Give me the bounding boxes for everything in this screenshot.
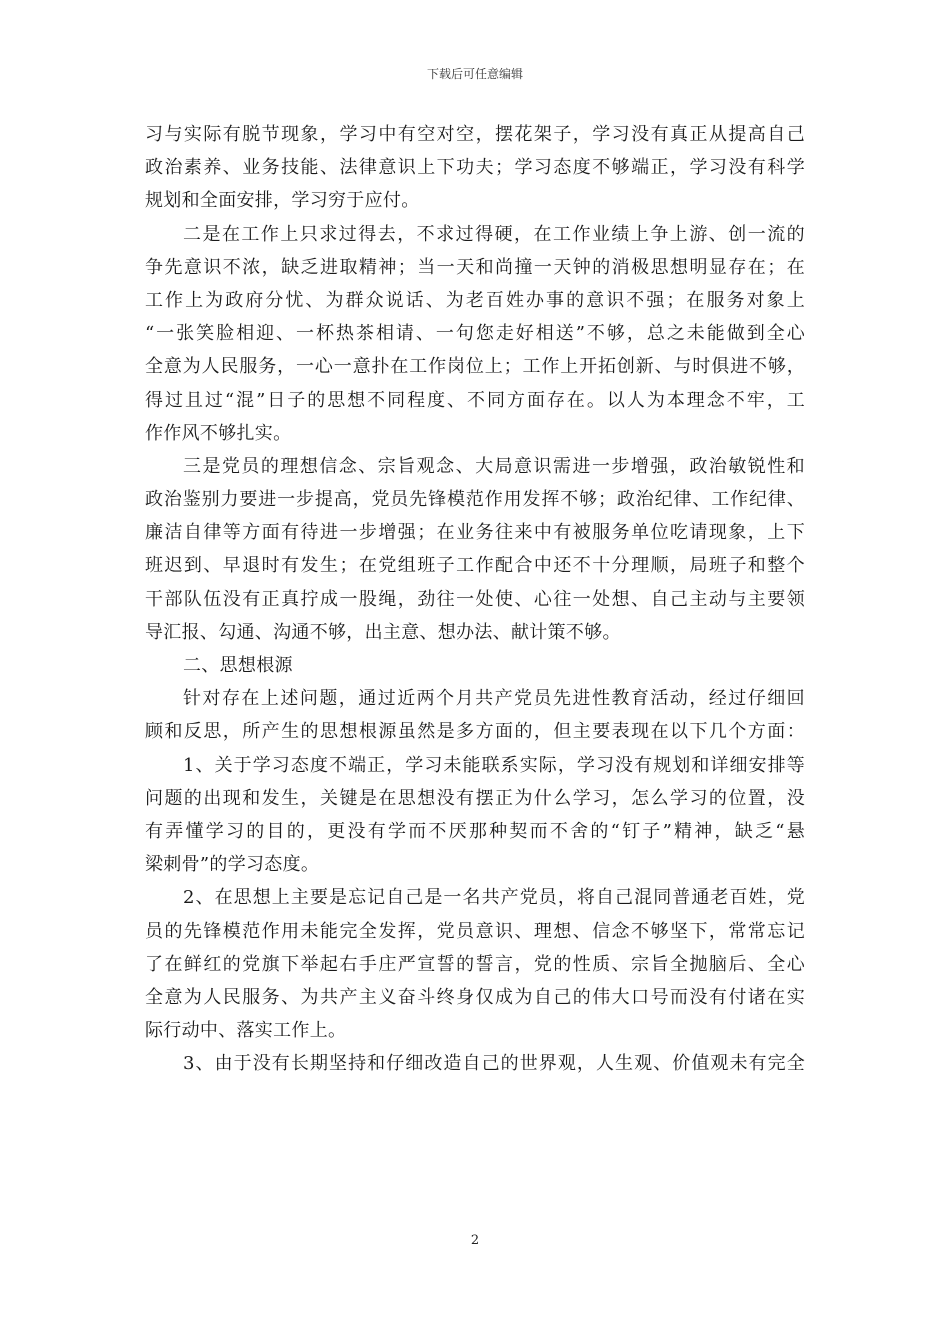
text-line: 全意为人民服务，一心一意扑在工作岗位上；工作上开拓创新、与时俱进不够， [145,356,805,378]
text-line: 干部队伍没有正真拧成一股绳，劲往一处使、心往一处想、自己主动与主要领 [145,588,805,610]
text-line: 1、关于学习态度不端正，学习未能联系实际，学习没有规划和详细安排等 [183,754,805,776]
text-line: “一张笑脸相迎、一杯热茶相请、一句您走好相送”不够，总之未能做到全心 [145,323,805,345]
text-line: 员的先锋模范作用未能完全发挥，党员意识、理想、信念不够坚下，常常忘记 [145,920,805,942]
text-line: 梁刺骨”的学习态度。 [145,854,320,876]
text-line: 工作上为政府分忧、为群众说话、为老百姓办事的意识不强；在服务对象上 [145,289,805,311]
page-header: 下载后可任意编辑 [426,67,523,81]
text-line: 二是在工作上只求过得去，不求过得硬，在工作业绩上争上游、创一流的 [183,223,805,245]
text-line: 政治鉴别力要进一步提高，党员先锋模范作用发挥不够；政治纪律、工作纪律、 [145,489,805,511]
text-line: 争先意识不浓，缺乏进取精神；当一天和尚撞一天钟的消极思想明显存在；在 [145,256,805,278]
page-number: 2 [470,1233,480,1248]
text-line: 政治素养、业务技能、法律意识上下功夫；学习态度不够端正，学习没有科学 [145,157,805,179]
text-line: 班迟到、早退时有发生；在党组班子工作配合中还不十分理顺，局班子和整个 [145,555,805,577]
text-line: 了在鲜红的党旗下举起右手庄严宣誓的誓言，党的性质、宗旨全抛脑后、全心 [145,953,805,975]
text-line: 全意为人民服务、为共产主义奋斗终身仅成为自己的伟大口号而没有付诸在实 [145,986,805,1008]
text-line: 导汇报、勾通、沟通不够，出主意、想办法、献计策不够。 [145,621,621,643]
text-line: 2、在思想上主要是忘记自己是一名共产党员，将自己混同普通老百姓，党 [183,887,805,909]
text-line: 问题的出现和发生，关键是在思想没有摆正为什么学习，怎么学习的位置，没 [145,787,805,809]
text-line: 有弄懂学习的目的，更没有学而不厌那种契而不舍的“钉子”精神，缺乏“悬 [145,820,805,842]
text-line: 二、思想根源 [183,655,293,676]
text-line: 廉洁自律等方面有待进一步增强；在业务往来中有被服务单位吃请现象，上下 [145,522,805,544]
text-line: 际行动中、落实工作上。 [145,1020,347,1042]
text-line: 三是党员的理想信念、宗旨观念、大局意识需进一步增强，政治敏锐性和 [183,455,805,477]
text-line: 规划和全面安排，学习穷于应付。 [145,190,420,212]
text-line: 得过且过“混”日子的思想不同程度、不同方面存在。以人为本理念不牢，工 [145,389,805,411]
text-line: 针对存在上述问题，通过近两个月共产党员先进性教育活动，经过仔细回 [183,688,805,710]
text-line: 作作风不够扎实。 [145,422,292,444]
text-line: 顾和反思，所产生的思想根源虽然是多方面的，但主要表现在以下几个方面： [145,721,805,743]
text-line: 习与实际有脱节现象，学习中有空对空，摆花架子，学习没有真正从提高自己 [145,124,805,145]
text-line: 3、由于没有长期坚持和仔细改造自己的世界观，人生观、价值观未有完全 [183,1053,805,1075]
document-body [145,124,805,1086]
